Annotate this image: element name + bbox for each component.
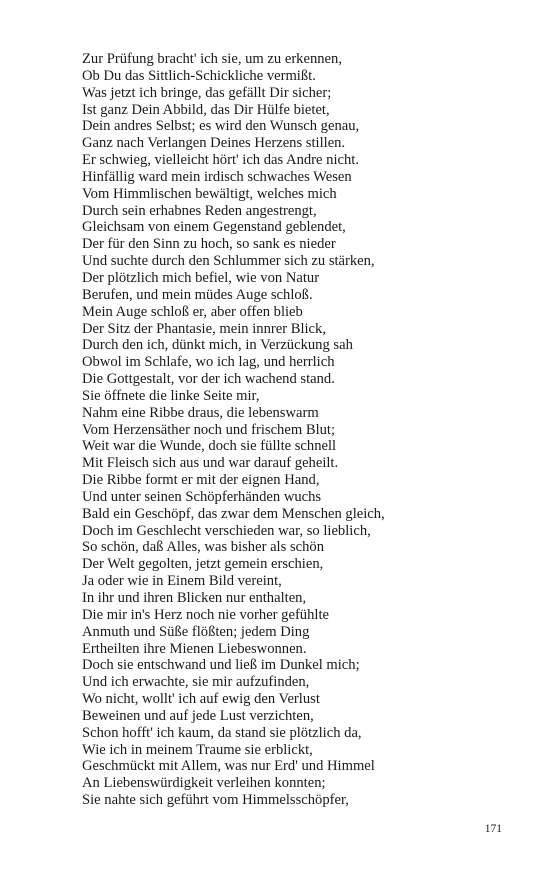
verse-line: Er schwieg, vielleicht hört' ich das Andre nicht. — [82, 152, 359, 169]
verse-line: Anmuth und Süße flößten; jedem Ding — [82, 623, 310, 640]
verse-line: Ist ganz Dein Abbild, das Dir Hülfe bietet, — [82, 101, 330, 118]
verse-line: Beweinen und auf jede Lust verzichten, — [82, 707, 314, 724]
verse-line: Doch sie entschwand und ließ im Dunkel mich; — [82, 657, 360, 674]
verse-line: Die mir in's Herz noch nie vorher gefühlte — [82, 606, 329, 623]
verse-line: Der Sitz der Phantasie, mein innrer Blick, — [82, 320, 326, 337]
verse-line: Vom Himmlischen bewältigt, welches mich — [82, 185, 337, 202]
verse-line: Doch im Geschlecht verschieden war, so lieblich, — [82, 522, 371, 539]
verse-line: Sie öffnete die linke Seite mir, — [82, 387, 260, 404]
verse-line: Ob Du das Sittlich-Schickliche vermißt. — [82, 67, 316, 84]
verse-line: Gleichsam von einem Gegenstand geblendet, — [82, 219, 346, 236]
verse-line: Der für den Sinn zu hoch, so sank es nieder — [82, 236, 336, 253]
verse-line: Was jetzt ich bringe, das gefällt Dir sicher; — [82, 84, 332, 101]
verse-line: Durch den ich, dünkt mich, in Verzückung sah — [82, 337, 353, 354]
verse-line: In ihr und ihren Blicken nur enthalten, — [82, 590, 307, 606]
verse-line: Wie ich in meinem Traume sie erblickt, — [82, 741, 313, 758]
verse-line: Und ich erwachte, sie mir aufzufinden, — [82, 674, 310, 691]
page-number: 171 — [484, 823, 502, 835]
verse-line: So schön, daß Alles, was bisher als schön — [82, 539, 324, 556]
verse-line: Und unter seinen Schöpferhänden wuchs — [82, 488, 322, 505]
verse-line: Dein andres Selbst; es wird den Wunsch genau, — [82, 118, 360, 135]
verse-line: Ertheilten ihre Mienen Liebeswonnen. — [82, 640, 307, 657]
verse-line: Ja oder wie in Einem Bild vereint, — [82, 573, 282, 590]
verse-line: Nahm eine Ribbe draus, die lebenswarm — [82, 404, 319, 421]
verse-line: Ganz nach Verlangen Deines Herzens stillen. — [82, 135, 346, 152]
verse-line: Mit Fleisch sich aus und war darauf geheilt. — [82, 455, 339, 472]
verse-line: Weit war die Wunde, doch sie füllte schnell — [82, 438, 337, 455]
verse-line: Bald ein Geschöpf, das zwar dem Menschen gleich, — [82, 505, 385, 522]
verse-line: Die Gottgestalt, vor der ich wachend stand. — [82, 371, 335, 388]
verse-line: Vom Herzensäther noch und frischem Blut; — [82, 421, 336, 438]
verse-line: Zur Prüfung bracht' ich sie, um zu erkennen, — [82, 51, 342, 67]
verse-line: Schon hofft' ich kaum, da stand sie plötzlich da, — [82, 724, 362, 741]
verse-line: Durch sein erhabnes Reden angestrengt, — [82, 202, 317, 219]
verse-line: Die Ribbe formt er mit der eignen Hand, — [82, 472, 320, 489]
verse-line: An Liebenswürdigkeit verleihen konnten; — [82, 775, 326, 792]
verse-line: Der plötzlich mich befiel, wie von Natur — [82, 269, 320, 286]
verse-line: Der Welt gegolten, jetzt gemein erschien, — [82, 556, 324, 573]
verse-line: Obwol im Schlafe, wo ich lag, und herrlich — [82, 354, 335, 371]
verse-line: Hinfällig ward mein irdisch schwaches Wesen — [82, 168, 352, 185]
verse-line: Und suchte durch den Schlummer sich zu stärken, — [82, 253, 375, 270]
verse-line: Mein Auge schloß er, aber offen blieb — [82, 303, 303, 320]
verse-line: Berufen, und mein müdes Auge schloß. — [82, 286, 313, 303]
verse-line: Sie nahte sich geführt vom Himmelsschöpfer, — [82, 792, 349, 809]
verse-block — [82, 51, 522, 809]
verse-line: Wo nicht, wollt' ich auf ewig den Verlust — [82, 691, 320, 708]
verse-line: Geschmückt mit Allem, was nur Erd' und Himmel — [82, 758, 375, 775]
